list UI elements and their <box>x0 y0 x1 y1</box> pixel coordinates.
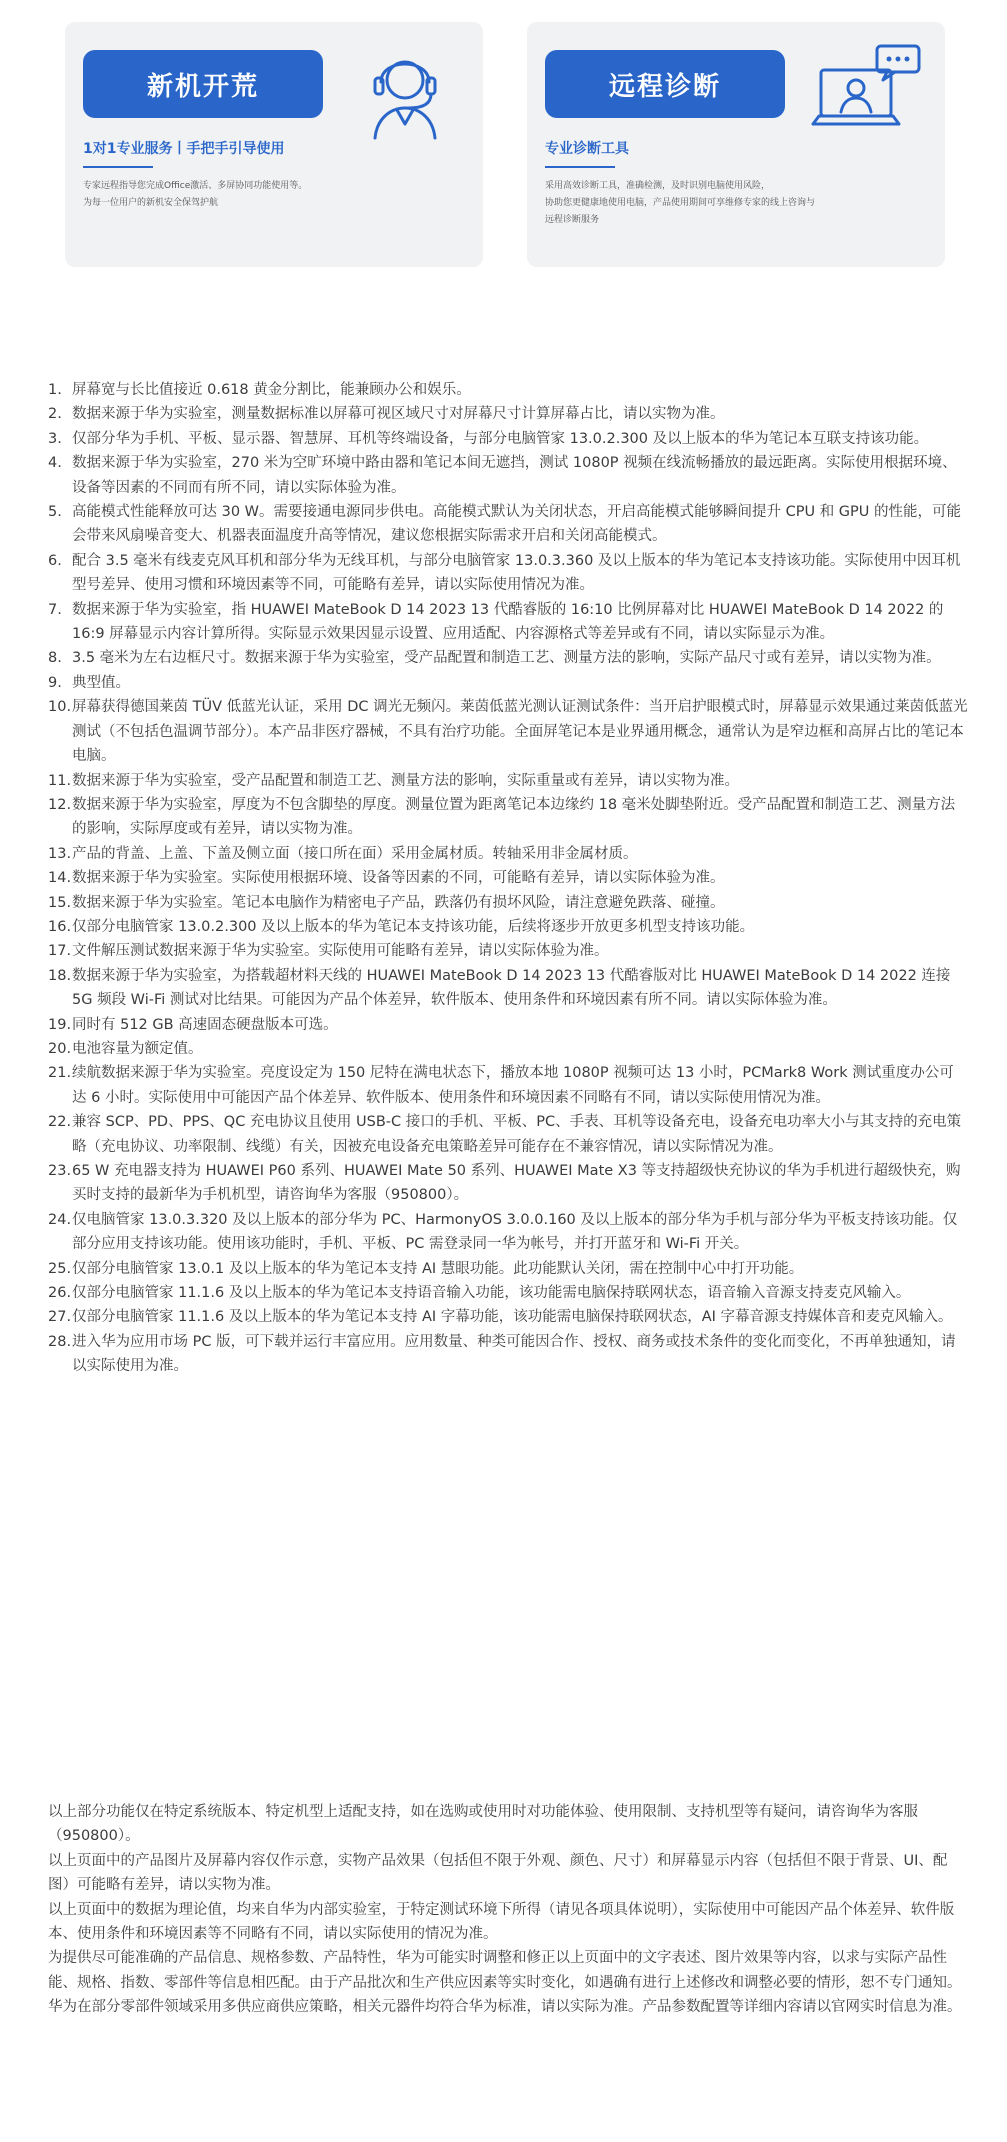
footnote-text: 仅电脑管家 13.0.3.320 及以上版本的部分华为 PC、HarmonyOS 3.0.0.160 及以上版本的部分华为手机与部分华为平板支持该功能。仅部分应用支持该功能。使用该功能时，手机、平板、PC 需登录同一华为帐号，并打开蓝牙和 Wi-Fi 开关。 <box>72 1211 958 1253</box>
footnote-item <box>48 939 968 963</box>
footnote-text: 同时有 512 GB 高速固态硬盘版本可选。 <box>72 1016 338 1033</box>
footnote-item <box>48 1013 968 1037</box>
footnote-item <box>48 451 968 500</box>
footnote-item <box>48 500 968 549</box>
footnote-number: 11. <box>48 772 72 789</box>
footnote-number: 2. <box>48 406 62 423</box>
footnote-number: 1. <box>48 382 62 398</box>
service-card-onboarding <box>65 22 483 267</box>
footnote-item <box>48 964 968 1013</box>
footnote-text: 仅部分电脑管家 13.0.2.300 及以上版本的华为笔记本支持该功能，后续将逐步开放更多机型支持该功能。 <box>72 918 755 935</box>
onboarding-description <box>83 178 468 212</box>
footnote-item <box>48 671 968 695</box>
footnote-item <box>48 549 968 598</box>
footnote-number: 7. <box>48 601 62 618</box>
disclaimer-paragraph: 以上页面中的数据为理论值，均来自华为内部实验室，于特定测试环境下所得（请见各项具体说明），实际使用中可能因产品个体差异、软件版本、使用条件和环境因素等不同略有不同，请以实际使用的情况为准。 <box>48 1901 955 1943</box>
footnote-number: 26. <box>48 1285 72 1302</box>
onboarding-title-button[interactable]: 新机开荒 <box>83 50 323 118</box>
footnote-text: 仅部分电脑管家 13.0.1 及以上版本的华为笔记本支持 AI 慧眼功能。此功能默认关闭，需在控制中心中打开功能。 <box>72 1260 804 1277</box>
footnote-number: 13. <box>48 845 72 862</box>
footnote-number: 21. <box>48 1065 72 1082</box>
footnote-text: 典型值。 <box>72 674 130 691</box>
footnote-number: 20. <box>48 1040 72 1057</box>
footnote-number: 17. <box>48 943 72 960</box>
remote-diagnosis-description <box>545 178 930 229</box>
footnote-item <box>48 1061 968 1110</box>
footnote-number: 18. <box>48 967 72 984</box>
footnote-text: 文件解压测试数据来源于华为实验室。实际使用可能略有差异，请以实际体验为准。 <box>72 943 609 960</box>
footnote-number: 10. <box>48 699 72 716</box>
footnote-number: 15. <box>48 894 72 911</box>
service-card-remote-diagnosis <box>527 22 945 267</box>
remote-diagnosis-divider <box>545 166 615 168</box>
disclaimer-paragraph: 以上部分功能仅在特定系统版本、特定机型上适配支持，如在选购或使用时对功能体验、使用限制、支持机型等有疑问，请咨询华为客服（950800）。 <box>48 1804 918 1845</box>
remote-diagnosis-title-button[interactable]: 远程诊断 <box>545 50 785 118</box>
footnote-item <box>48 1281 968 1305</box>
footnote-number: 23. <box>48 1163 72 1179</box>
onboarding-desc-line: 为每一位用户的新机安全保驾护航 <box>83 198 219 208</box>
footnote-number: 24. <box>48 1211 72 1228</box>
footnote-text: 产品的背盖、上盖、下盖及侧立面（接口所在面）采用金属材质。转轴采用非金属材质。 <box>72 845 638 862</box>
footnote-number: 12. <box>48 796 72 813</box>
footnote-item <box>48 1159 968 1208</box>
footnote-number: 8. <box>48 650 62 667</box>
footnote-item <box>48 598 968 647</box>
onboarding-desc-line: 专家远程指导您完成Office激活、多屏协同功能使用等。 <box>83 181 308 191</box>
footnote-number: 25. <box>48 1260 72 1277</box>
footnote-item <box>48 1037 968 1061</box>
footnote-number: 9. <box>48 674 62 691</box>
footnote-number: 4. <box>48 455 62 472</box>
footnote-item <box>48 1110 968 1159</box>
footnote-text: 续航数据来源于华为实验室。亮度设定为 150 尼特在满电状态下，播放本地 1080P 视频可达 13 小时，PCMark8 Work 测试重度办公可达 6 小时。实际使用中可能因产品个体差异、软件版本、使用条件和环境因素不同略有不同，请以实际使用情况为准。 <box>72 1065 954 1106</box>
footnote-number: 16. <box>48 918 72 935</box>
footnote-text: 数据来源于华为实验室。笔记本电脑作为精密电子产品，跌落仍有损坏风险，请注意避免跌落、碰撞。 <box>72 894 725 911</box>
footnote-number: 19. <box>48 1016 72 1033</box>
footnote-item <box>48 646 968 670</box>
footnote-item <box>48 793 968 842</box>
footnote-text: 兼容 SCP、PD、PPS、QC 充电协议且使用 USB-C 接口的手机、平板、PC、手表、耳机等设备充电，设备充电功率大小与其支持的充电策略（充电协议、功率限制、线缆）有关，因被充电设备充电策略差异可能存在不兼容情况，请以实际情况为准。 <box>72 1114 962 1155</box>
footnote-text: 数据来源于华为实验室，测量数据标准以屏幕可视区域尺寸对屏幕尺寸计算屏幕占比，请以实物为准。 <box>72 406 725 423</box>
footnote-item <box>48 1257 968 1281</box>
footnote-item <box>48 915 968 939</box>
footnote-item <box>48 1208 968 1257</box>
footnotes-list <box>48 378 968 1379</box>
remote-diagnosis-subtitle: 专业诊断工具 <box>545 141 629 157</box>
footnote-text: 数据来源于华为实验室，厚度为不包含脚垫的厚度。测量位置为距离笔记本边缘约 18 毫米处脚垫附近。受产品配置和制造工艺、测量方法的影响，实际厚度或有差异，请以实物为准。 <box>72 796 956 838</box>
disclaimer-paragraph: 以上页面中的产品图片及屏幕内容仅作示意，实物产品效果（包括但不限于外观、颜色、尺寸）和屏幕显示内容（包括但不限于背景、UI、配图）可能略有差异，请以实物为准。 <box>48 1852 948 1894</box>
footnote-text: 电池容量为额定值。 <box>72 1040 203 1057</box>
footnote-text: 进入华为应用市场 PC 版，可下载并运行丰富应用。应用数量、种类可能因合作、授权、商务或技术条件的变化而变化，不再单独通知，请以实际使用为准。 <box>72 1333 956 1375</box>
headset-agent-icon <box>345 40 465 140</box>
footnote-text: 数据来源于华为实验室，为搭载超材料天线的 HUAWEI MateBook D 14 2023 13 代酷睿版对比 HUAWEI MateBook D 14 2022 连接 5G 频段 Wi-Fi 测试对比结果。可能因为产品个体差异，软件版本、使用条件和环境因素有所不同。请以实际体验为准。 <box>72 967 951 1009</box>
footnote-number: 14. <box>48 870 72 887</box>
footnote-text: 数据来源于华为实验室，受产品配置和制造工艺、测量方法的影响，实际重量或有差异，请以实物为准。 <box>72 772 739 789</box>
footnote-item <box>48 427 968 451</box>
footnote-item <box>48 378 968 402</box>
remote-diagnosis-desc-line: 远程诊断服务 <box>545 215 600 225</box>
disclaimer-section <box>48 1800 968 2020</box>
footnote-number: 5. <box>48 504 62 521</box>
remote-diagnosis-desc-line: 协助您更健康地使用电脑，产品使用期间可享维修专家的线上咨询与 <box>545 198 816 208</box>
footnote-text: 屏幕获得德国莱茵 TÜV 低蓝光认证，采用 DC 调光无频闪。莱茵低蓝光测认证测试条件：当开启护眼模式时，屏幕显示效果通过莱茵低蓝光测试（不包括色温调节部分）。本产品非医疗器械，不具有治疗功能。全面屏笔记本是业界通用概念，通常认为是窄边框和高屏占比的笔记本电脑。 <box>72 699 968 765</box>
footnote-text: 数据来源于华为实验室，270 米为空旷环境中路由器和笔记本间无遮挡，测试 1080P 视频在线流畅播放的最远距离。实际使用根据环境、设备等因素的不同而有所不同，请以实际体验为准。 <box>72 455 957 496</box>
footnote-text: 高能模式性能释放可达 30 W。需要接通电源同步供电。高能模式默认为关闭状态，开启高能模式能够瞬间提升 CPU 和 GPU 的性能，可能会带来风扇噪音变大、机器表面温度升高等情况，建议您根据实际需求开启和关闭高能模式。 <box>72 504 962 545</box>
footnote-item <box>48 769 968 793</box>
onboarding-divider <box>83 166 153 168</box>
footnote-text: 65 W 充电器支持为 HUAWEI P60 系列、HUAWEI Mate 50 系列、HUAWEI Mate X3 等支持超级快充协议的华为手机进行超级快充，购买时支持的最新华为手机机型，请咨询华为客服（950800）。 <box>72 1163 961 1204</box>
footnote-text: 数据来源于华为实验室，指 HUAWEI MateBook D 14 2023 13 代酷睿版的 16:10 比例屏幕对比 HUAWEI MateBook D 14 2022 的 16:9 屏幕显示内容计算所得。实际显示效果因显示设置、应用适配、内容源格式等差异或有不同，请以实际显示为准。 <box>72 601 944 643</box>
footnote-item <box>48 866 968 890</box>
footnote-text: 仅部分电脑管家 11.1.6 及以上版本的华为笔记本支持语音输入功能，该功能需电脑保持联网状态，语音输入音源支持麦克风输入。 <box>72 1285 911 1302</box>
footnote-text: 3.5 毫米为左右边框尺寸。数据来源于华为实验室，受产品配置和制造工艺、测量方法的影响，实际产品尺寸或有差异，请以实物为准。 <box>72 650 941 667</box>
footnote-item <box>48 695 968 768</box>
remote-support-laptop-icon <box>807 40 927 140</box>
footnote-text: 仅部分华为手机、平板、显示器、智慧屏、耳机等终端设备，与部分电脑管家 13.0.2.300 及以上版本的华为笔记本互联支持该功能。 <box>72 430 929 447</box>
footnote-number: 22. <box>48 1114 72 1131</box>
footnote-text: 仅部分电脑管家 11.1.6 及以上版本的华为笔记本支持 AI 字幕功能，该功能需电脑保持联网状态，AI 字幕音源支持媒体音和麦克风输入。 <box>72 1309 953 1326</box>
footnote-number: 3. <box>48 430 62 447</box>
footnote-number: 28. <box>48 1333 72 1350</box>
remote-diagnosis-desc-line: 采用高效诊断工具，准确检测，及时识别电脑使用风险， <box>545 181 771 191</box>
footnote-text: 数据来源于华为实验室。实际使用根据环境、设备等因素的不同，可能略有差异，请以实际体验为准。 <box>72 870 725 887</box>
footnote-text: 配合 3.5 毫米有线麦克风耳机和部分华为无线耳机，与部分电脑管家 13.0.3.360 及以上版本的华为笔记本支持该功能。实际使用中因耳机型号差异、使用习惯和环境因素等不同，可能略有差异，请以实际使用情况为准。 <box>72 552 961 594</box>
footnote-item <box>48 842 968 866</box>
disclaimer-paragraph: 为提供尽可能准确的产品信息、规格参数、产品特性，华为可能实时调整和修正以上页面中的文字表述、图片效果等内容，以求与实际产品性能、规格、指数、零部件等信息相匹配。由于产品批次和生产供应因素等实时变化，如遇确有进行上述修改和调整必要的情形，恕不专门通知。华为在部分零部件领域采用多供应商供应策略，相关元器件均符合华为标准，请以实际为准。产品参数配置等详细内容请以官网实时信息为准。 <box>48 1950 962 2016</box>
footnote-number: 27. <box>48 1309 72 1326</box>
footnote-item <box>48 402 968 426</box>
footnote-item <box>48 1330 968 1379</box>
footnote-item <box>48 1305 968 1329</box>
onboarding-subtitle: 1对1专业服务丨手把手引导使用 <box>83 141 285 157</box>
footnote-text: 屏幕宽与长比值接近 0.618 黄金分割比，能兼顾办公和娱乐。 <box>72 382 471 398</box>
footnote-number: 6. <box>48 552 62 569</box>
footnote-item <box>48 891 968 915</box>
